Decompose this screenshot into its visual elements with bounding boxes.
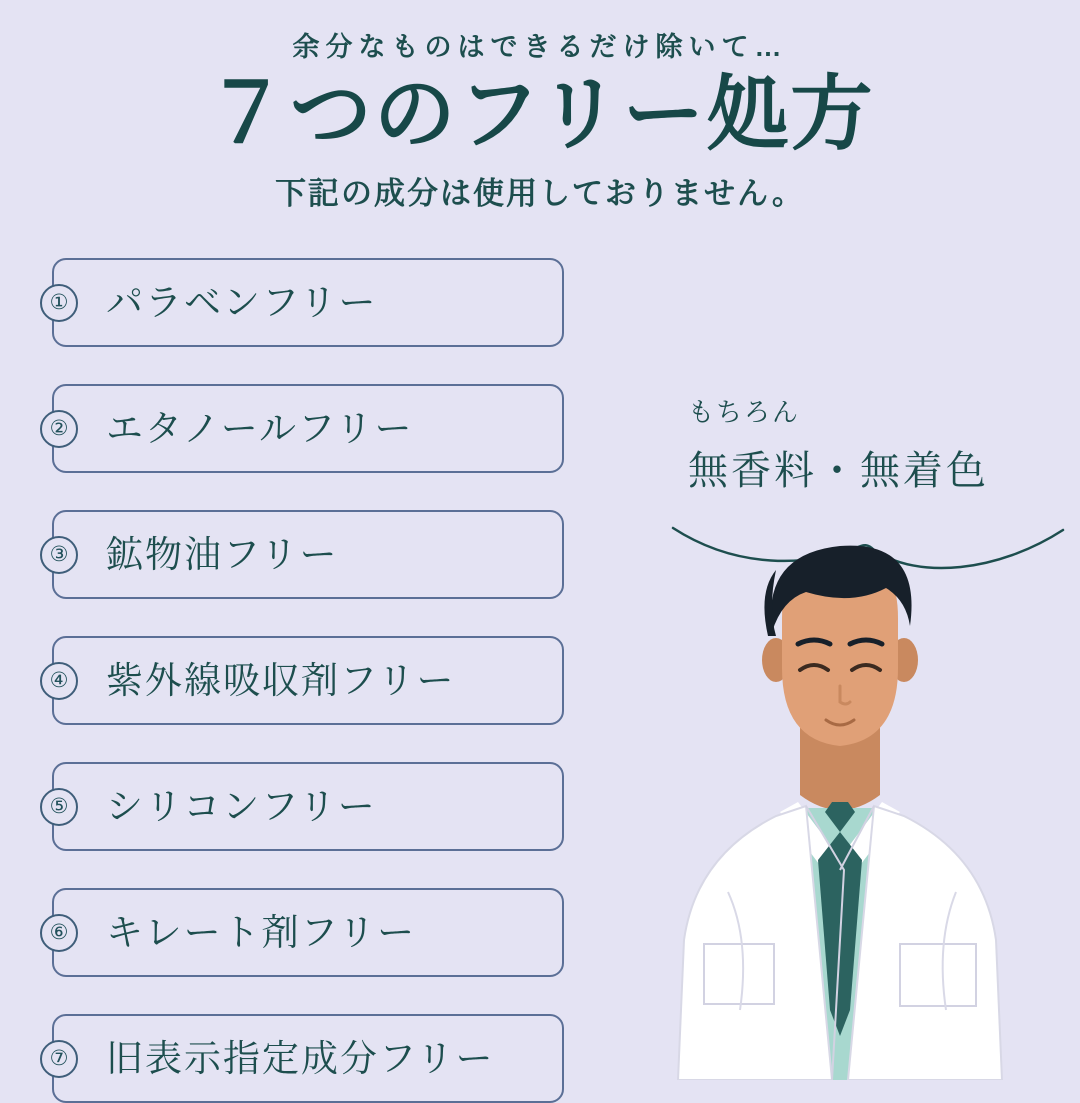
side-note-small-text: もちろん	[688, 397, 801, 427]
side-note-main-text: 無香料・無着色	[688, 449, 989, 493]
list-item	[49, 636, 564, 725]
list-item	[49, 384, 564, 473]
item-number-badge: ⑤	[40, 788, 78, 826]
subheading-text: 下記の成分は使用しておりません。	[275, 175, 805, 211]
item-number-badge: ①	[40, 284, 78, 322]
list-item	[49, 1014, 564, 1103]
item-label: パラベンフリー	[106, 282, 378, 323]
list-item	[49, 762, 564, 851]
free-from-list	[49, 258, 564, 1103]
header	[0, 0, 1080, 214]
item-number-badge: ③	[40, 536, 78, 574]
list-item	[49, 888, 564, 977]
side-note	[688, 392, 1018, 496]
list-item	[49, 258, 564, 347]
item-label: 紫外線吸収剤フリー	[106, 660, 456, 701]
item-number-badge: ⑦	[40, 1040, 78, 1078]
item-label: キレート剤フリー	[106, 912, 417, 953]
item-number-badge: ②	[40, 410, 78, 448]
item-number-badge: ④	[40, 662, 78, 700]
eyebrow-text: 余分なものはできるだけ除いて…	[292, 32, 788, 62]
item-label: 鉱物油フリー	[106, 534, 339, 575]
doctor-illustration	[600, 540, 1080, 1080]
list-item	[49, 510, 564, 599]
item-number-badge: ⑥	[40, 914, 78, 952]
page-title: ７つのフリー処方	[205, 69, 875, 161]
item-label: エタノールフリー	[106, 408, 414, 449]
item-label: 旧表示指定成分フリー	[106, 1038, 495, 1079]
item-label: シリコンフリー	[106, 786, 377, 827]
